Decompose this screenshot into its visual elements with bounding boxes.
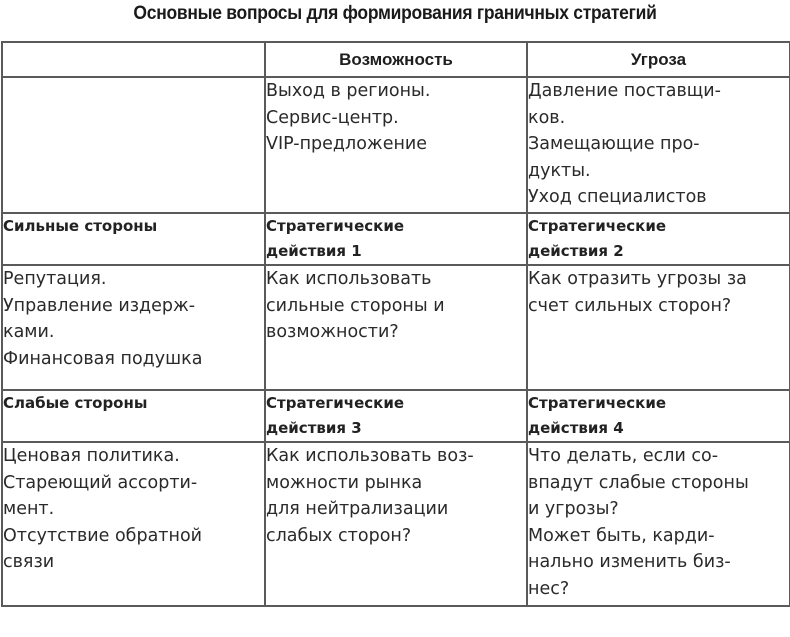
question-line: можности рынка bbox=[266, 472, 423, 493]
opportunity-item: Выход в регионы. bbox=[266, 81, 431, 101]
strength-item: ками. bbox=[3, 322, 55, 342]
question-line: Как использовать воз- bbox=[266, 446, 474, 466]
strategic-actions-3-line: Стратегические bbox=[266, 394, 405, 412]
corner-cell bbox=[2, 42, 265, 77]
swot-strategy-table bbox=[1, 41, 790, 607]
strategic-actions-4-label bbox=[527, 390, 790, 442]
weakness-item: Стареющий ассорти- bbox=[3, 472, 198, 493]
strengths-row bbox=[2, 265, 790, 390]
strength-item: Финансовая подушка bbox=[3, 348, 203, 369]
empty-label-cell bbox=[2, 77, 265, 213]
strengths-cell bbox=[2, 265, 265, 390]
strength-item: Управление издерж- bbox=[3, 295, 196, 316]
column-header-opportunity: Возможность bbox=[265, 42, 527, 77]
question-line: слабых сторон? bbox=[266, 525, 412, 546]
threat-item: Уход специалистов bbox=[528, 187, 707, 207]
weakness-item: Ценовая политика. bbox=[3, 446, 180, 466]
question-line: счет сильных сторон? bbox=[528, 295, 732, 316]
weaknesses-cell bbox=[2, 442, 265, 606]
weakness-item: связи bbox=[3, 552, 55, 572]
weaknesses-label: Слабые стороны bbox=[2, 390, 265, 442]
threat-item: Давление поставщи- bbox=[528, 81, 721, 101]
opportunity-item: Сервис-центр. bbox=[266, 107, 399, 128]
question-line: Может быть, карди- bbox=[528, 525, 715, 546]
strengths-header-row bbox=[2, 213, 790, 265]
strategic-actions-4-line: Стратегические bbox=[528, 394, 667, 412]
question-line: нес? bbox=[528, 578, 570, 599]
question-line: Как использовать bbox=[266, 269, 432, 289]
strategic-actions-1-line: Стратегические bbox=[266, 217, 405, 235]
threat-item: дукты. bbox=[528, 160, 591, 181]
question-line: Что делать, если со- bbox=[528, 446, 719, 466]
weaknesses-row bbox=[2, 442, 790, 606]
strategic-actions-3-label bbox=[265, 390, 527, 442]
question-line: Как отразить угрозы за bbox=[528, 269, 747, 289]
threat-item: ков. bbox=[528, 107, 566, 128]
weakness-item: Отсутствие обратной bbox=[3, 525, 203, 546]
page-title: Основные вопросы для формирования граничных стратегий bbox=[133, 3, 657, 24]
strategic-actions-1-label bbox=[265, 213, 527, 265]
strategic-actions-2-line: Стратегические bbox=[528, 217, 667, 235]
opportunity-item: VIP-предложение bbox=[266, 134, 428, 154]
strength-item: Репутация. bbox=[3, 269, 107, 289]
header-row bbox=[2, 42, 790, 77]
external-factors-row bbox=[2, 77, 790, 213]
strategic-actions-1-line: действия 1 bbox=[266, 242, 362, 260]
strategic-actions-2-line: действия 2 bbox=[528, 242, 624, 260]
weakness-item: мент. bbox=[3, 499, 55, 519]
column-header-threat: Угроза bbox=[527, 42, 790, 77]
strategic-actions-2-label bbox=[527, 213, 790, 265]
weaknesses-header-row bbox=[2, 390, 790, 442]
strategic-actions-1-question bbox=[265, 265, 527, 390]
question-line: сильные стороны и bbox=[266, 295, 445, 316]
strategic-actions-3-question bbox=[265, 442, 527, 606]
strategic-actions-3-line: действия 3 bbox=[266, 419, 362, 437]
strategic-actions-4-line: действия 4 bbox=[528, 419, 624, 437]
question-line: для нейтрализации bbox=[266, 499, 449, 519]
question-line: впадут слабые стороны bbox=[528, 472, 749, 493]
strategic-actions-4-question bbox=[527, 442, 790, 606]
strategic-actions-2-question bbox=[527, 265, 790, 390]
threats-cell bbox=[527, 77, 790, 213]
question-line: и угрозы? bbox=[528, 499, 619, 519]
strengths-label: Сильные стороны bbox=[2, 213, 265, 265]
threat-item: Замещающие про- bbox=[528, 134, 700, 154]
question-line: нально изменить биз- bbox=[528, 552, 731, 572]
question-line: возможности? bbox=[266, 322, 399, 342]
opportunities-cell bbox=[265, 77, 527, 213]
